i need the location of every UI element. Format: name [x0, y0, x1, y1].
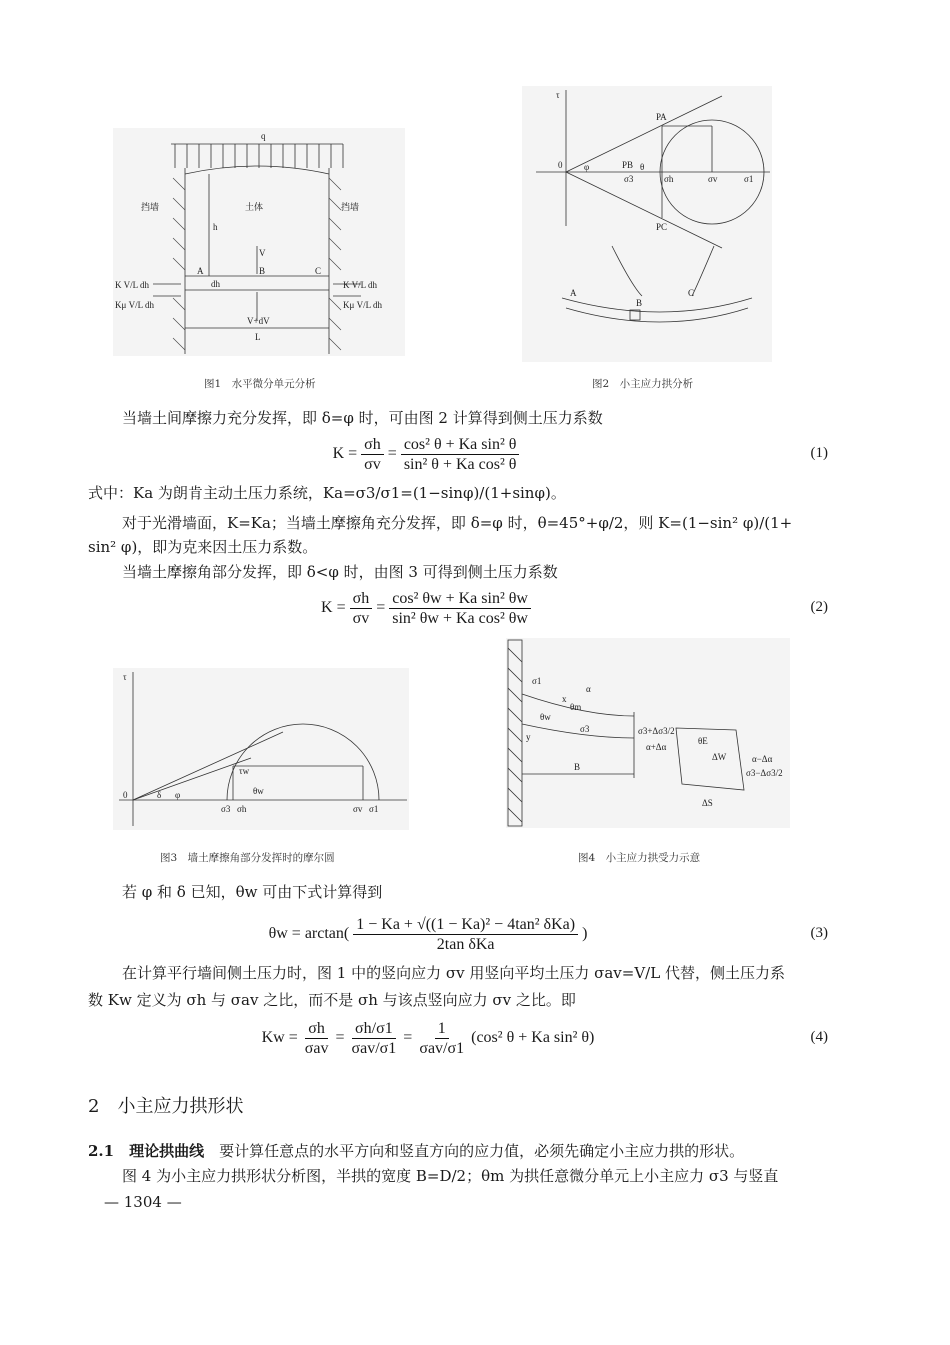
fig1-dh: dh: [211, 279, 220, 289]
fig3-phi: φ: [175, 790, 181, 800]
paragraph-2: 式中：Ka 为朗肯主动土压力系统，Ka=σ3/σ1=(1−sinφ)/(1+sinφ)。: [88, 484, 566, 502]
fig4-s3-plus: σ3+Δσ3/2: [638, 726, 675, 736]
paragraph-6b: 数 Kw 定义为 σh 与 σav 之比，而不是 σh 与该点竖向应力 σv 之比。即: [88, 991, 576, 1009]
fig4-sigma1: σ1: [532, 676, 542, 686]
paragraph-5: 若 φ 和 δ 已知，θw 可由下式计算得到: [122, 883, 383, 901]
paragraph-8: 图 4 为小主应力拱形状分析图，半拱的宽度 B=D/2；θm 为拱任意微分单元上小主应力 σ3 与竖直: [122, 1167, 779, 1185]
fig2-PC: PC: [656, 222, 668, 232]
fig3-tau: τ: [123, 672, 127, 682]
fig2-C: C: [688, 288, 695, 298]
subsection-2-1: [88, 1142, 744, 1160]
figure-3: [113, 668, 409, 830]
fig1-VdV: V+dV: [247, 316, 270, 326]
fig1-wall-left: 挡墙: [141, 202, 160, 212]
figure-2: [522, 86, 772, 362]
figure-3-caption: 图3 墙土摩擦角部分发挥时的摩尔圆: [160, 852, 335, 864]
fig3-origin: 0: [123, 790, 128, 800]
fig4-dW: ΔW: [712, 752, 727, 762]
fig4-s3-minus: σ3−Δσ3/2: [746, 768, 783, 778]
fig1-left-force-1: K V/L dh: [115, 280, 150, 290]
fig1-h: h: [213, 222, 218, 232]
fig3-sigma3: σ3: [221, 804, 231, 814]
fig4-theta-w: θw: [540, 712, 551, 722]
page-number: — 1304 —: [104, 1193, 182, 1211]
fig2-PB: PB: [622, 160, 634, 170]
fig1-q: q: [261, 131, 266, 141]
fig3-sigmav: σv: [353, 804, 363, 814]
paragraph-6a: 在计算平行墙间侧土压力时，图 1 中的竖向应力 σv 用竖向平均土压力 σav=V/L 代替，侧土压力系: [122, 964, 785, 982]
fig1-right-force-1: K V/L dh: [343, 280, 378, 290]
fig2-theta: θ: [640, 162, 645, 172]
fig4-y: y: [526, 732, 531, 742]
fig1-L: L: [255, 332, 261, 342]
subsection-title: 2.1 理论拱曲线: [88, 1142, 205, 1160]
paragraph-4: 当墙土摩擦角部分发挥，即 δ<φ 时，由图 3 可得到侧土压力系数: [122, 563, 558, 581]
fig4-a-plus: α+Δα: [646, 742, 667, 752]
paragraph-3a: 对于光滑墙面，K=Ka；当墙土摩擦角充分发挥，即 δ=φ 时，θ=45°+φ/2，则 K=(1−sin² φ)/(1+: [122, 514, 793, 532]
fig1-left-force-2: Kμ V/L dh: [115, 300, 154, 310]
equation-1-number: (1): [810, 445, 828, 461]
fig4-theta-m: θm: [570, 702, 582, 712]
equation-4-number: (4): [810, 1029, 828, 1045]
fig2-origin: 0: [558, 160, 563, 170]
fig4-theta-E: θE: [698, 736, 708, 746]
fig3-thetaw: θw: [253, 786, 264, 796]
fig2-A: A: [570, 288, 577, 298]
figure-4-caption: 图4 小主应力拱受力示意: [578, 852, 701, 864]
fig4-a-minus: α−Δα: [752, 754, 773, 764]
fig1-soil: 土体: [245, 202, 264, 212]
fig4-x: x: [562, 694, 567, 704]
figure-4: [506, 638, 790, 828]
section-heading: 2 小主应力拱形状: [88, 1096, 244, 1117]
fig2-sigma1: σ1: [744, 174, 754, 184]
fig1-B: B: [259, 266, 266, 276]
equation-3: θw = arctan( $\frac{\text{1 − Ka + √((1 − Ka)² − 4tan² δKa)}}{\text{2tan δKa}}$ ) (3): [268, 915, 828, 953]
fig3-sigmah: σh: [237, 804, 247, 814]
equation-4: Kw = $\frac{\sigma h}{\text{σav}}$ = $\frac{\sigma h/\sigma 1}{\text{σav/σ1}}$ = $\frac{1}{\text{σav/σ1}}$ (cos² θ + Ka sin² θ) (4): [261, 1019, 828, 1057]
equation-2: K = $\frac{\sigma h}{\sigma v}$ = $\frac{\text{cos² θw + Ka sin² θw}}{\text{sin² θw + Ka cos² θw}}$ (2): [321, 589, 828, 627]
fig3-sigma1: σ1: [369, 804, 379, 814]
fig1-C: C: [315, 266, 322, 276]
fig1-V: V: [259, 248, 266, 258]
equation-1: K = $\frac{\sigma h}{\sigma v}$ = $\frac{\text{cos² θ + Ka sin² θ}}{\text{sin² θ + Ka cos² θ}}$ (1): [332, 435, 828, 473]
fig1-right-force-2: Kμ V/L dh: [343, 300, 382, 310]
fig2-sigma3: σ3: [624, 174, 634, 184]
subsection-body: 要计算任意点的水平方向和竖直方向的应力值，必须先确定小主应力拱的形状。: [204, 1142, 745, 1160]
figure-2-caption: 图2 小主应力拱分析: [592, 378, 694, 390]
fig3-tauw: τw: [239, 766, 250, 776]
fig2-sigmav: σv: [708, 174, 718, 184]
fig1-wall-right: 挡墙: [341, 202, 360, 212]
fig3-delta: δ: [157, 790, 162, 800]
fig4-alpha: α: [586, 684, 591, 694]
fig2-B: B: [636, 298, 643, 308]
fig2-phi: φ: [584, 162, 590, 172]
fig4-sigma3: σ3: [580, 724, 590, 734]
figure-1: [113, 128, 405, 356]
fig2-PA: PA: [656, 112, 667, 122]
figure-1-caption: 图1 水平微分单元分析: [204, 378, 316, 390]
fig2-sigmah: σh: [664, 174, 674, 184]
fig4-B: B: [574, 762, 581, 772]
fig2-tau: τ: [556, 90, 560, 100]
paragraph-1: 当墙土间摩擦力充分发挥，即 δ=φ 时，可由图 2 计算得到侧土压力系数: [122, 409, 603, 427]
paragraph-3b: sin² φ)，即为克来因土压力系数。: [88, 538, 318, 556]
equation-3-number: (3): [810, 925, 828, 941]
fig1-A: A: [197, 266, 204, 276]
fig4-dS: ΔS: [702, 798, 713, 808]
equation-2-number: (2): [810, 599, 828, 615]
